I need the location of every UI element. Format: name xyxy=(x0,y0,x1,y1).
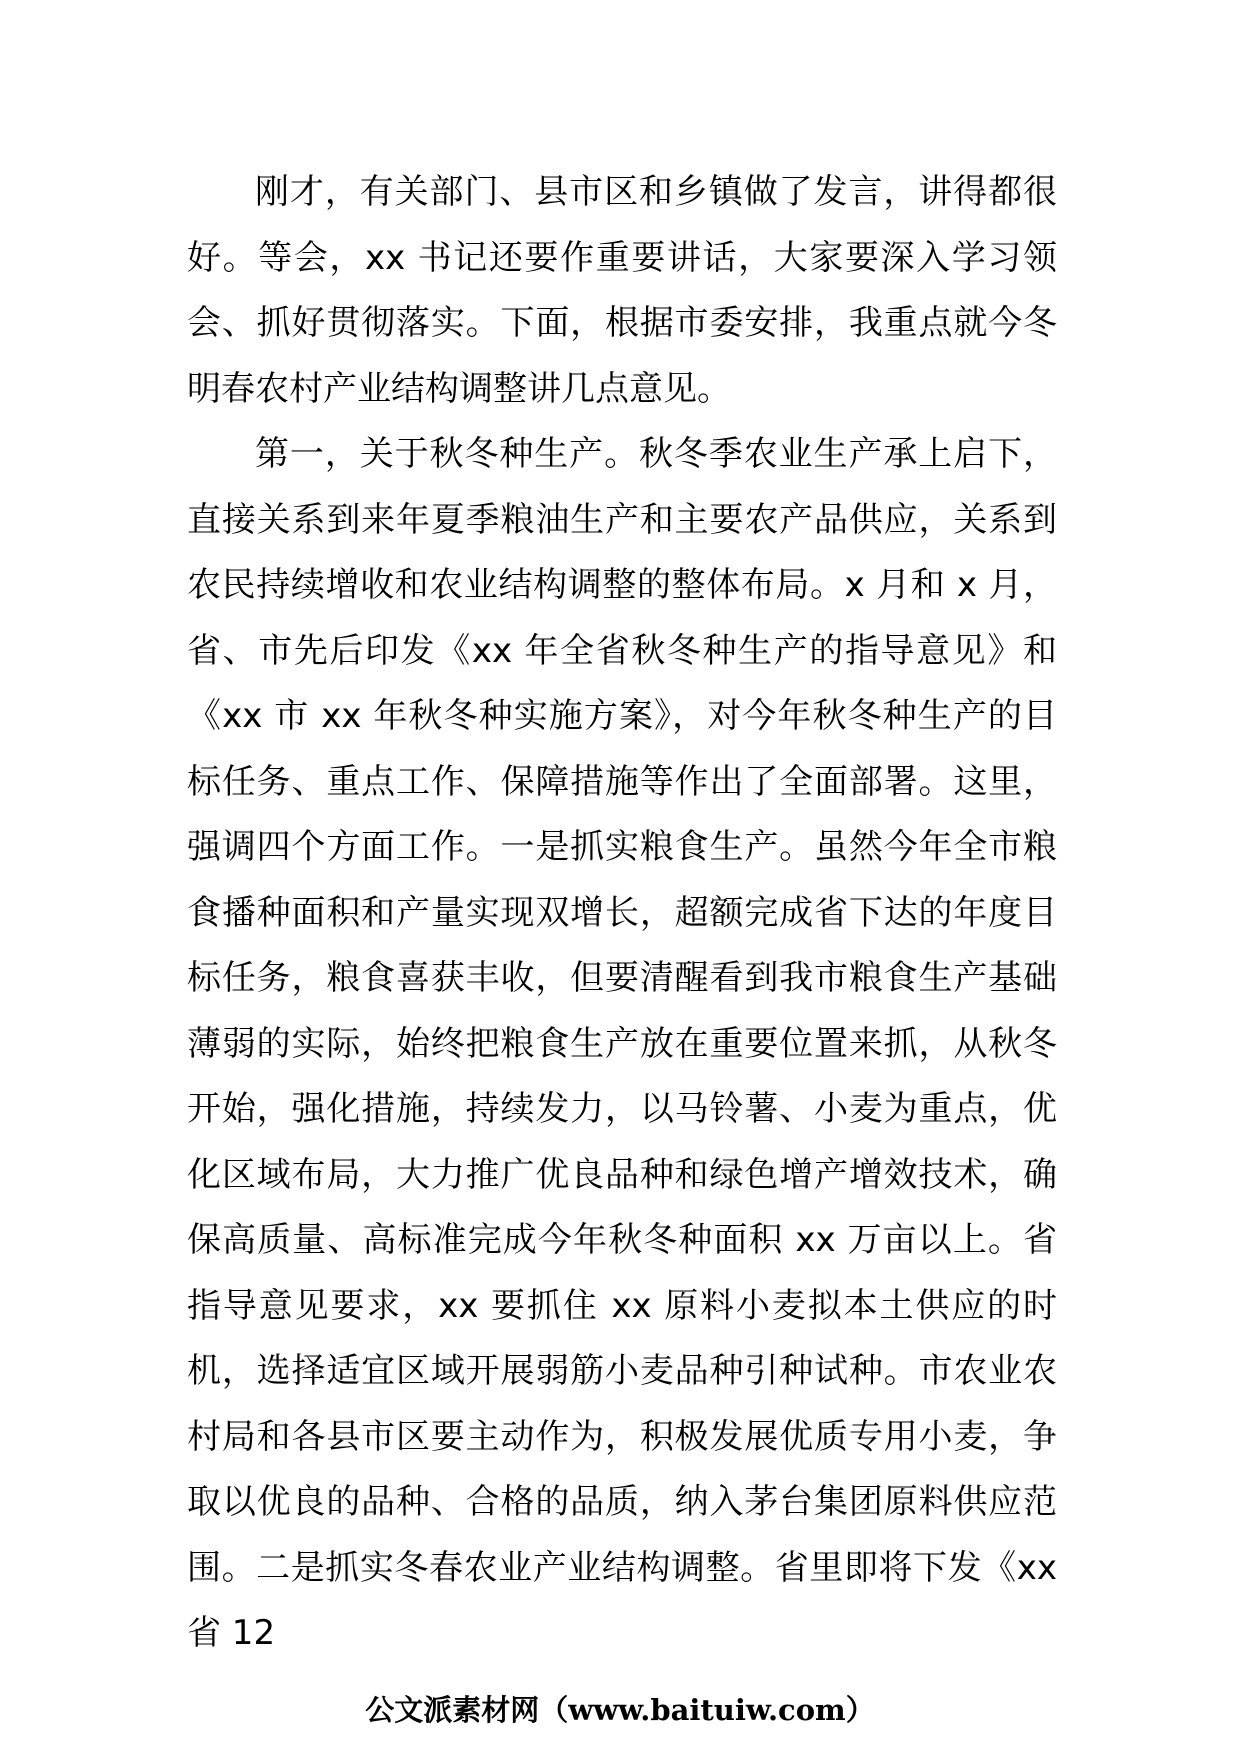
watermark-footer: 公文派素材网（www.baituiw.com） xyxy=(365,1693,875,1727)
document-body xyxy=(187,160,1057,1667)
paragraph-first-point: 第一，关于秋冬种生产。秋冬季农业生产承上启下，直接关系到来年夏季粮油生产和主要农产品供应，关系到农民持续增收和农业结构调整的整体布局。x 月和 x 月，省、市先后印发《xx 年全省秋冬种生产的指导意见》和《xx 市 xx 年秋冬种实施方案》，对今年秋冬种生产的目标任务、重点工作、保障措施等作出了全面部署。这里，强调四个方面工作。一是抓实粮食生产。虽然今年全市粮食播种面积和产量实现双增长，超额完成省下达的年度目标任务，粮食喜获丰收，但要清醒看到我市粮食生产基础薄弱的实际，始终把粮食生产放在重要位置来抓，从秋冬开始，强化措施，持续发力，以马铃薯、小麦为重点，优化区域布局，大力推广优良品种和绿色增产增效技术，确保高质量、高标准完成今年秋冬种面积 xx 万亩以上。省指导意见要求，xx 要抓住 xx 原料小麦拟本土供应的时机，选择适宜区域开展弱筋小麦品种引种试种。市农业农村局和各县市区要主动作为，积极发展优质专用小麦，争取以优良的品种、合格的品质，纳入茅台集团原料供应范围。二是抓实冬春农业产业结构调整。省里即将下发《xx 省 12 xyxy=(187,434,1057,1653)
paragraph-intro: 刚才，有关部门、县市区和乡镇做了发言，讲得都很好。等会，xx 书记还要作重要讲话，大家要深入学习领会、抓好贯彻落实。下面，根据市委安排，我重点就今冬明春农村产业结构调整讲几点意见。 xyxy=(187,172,1057,409)
